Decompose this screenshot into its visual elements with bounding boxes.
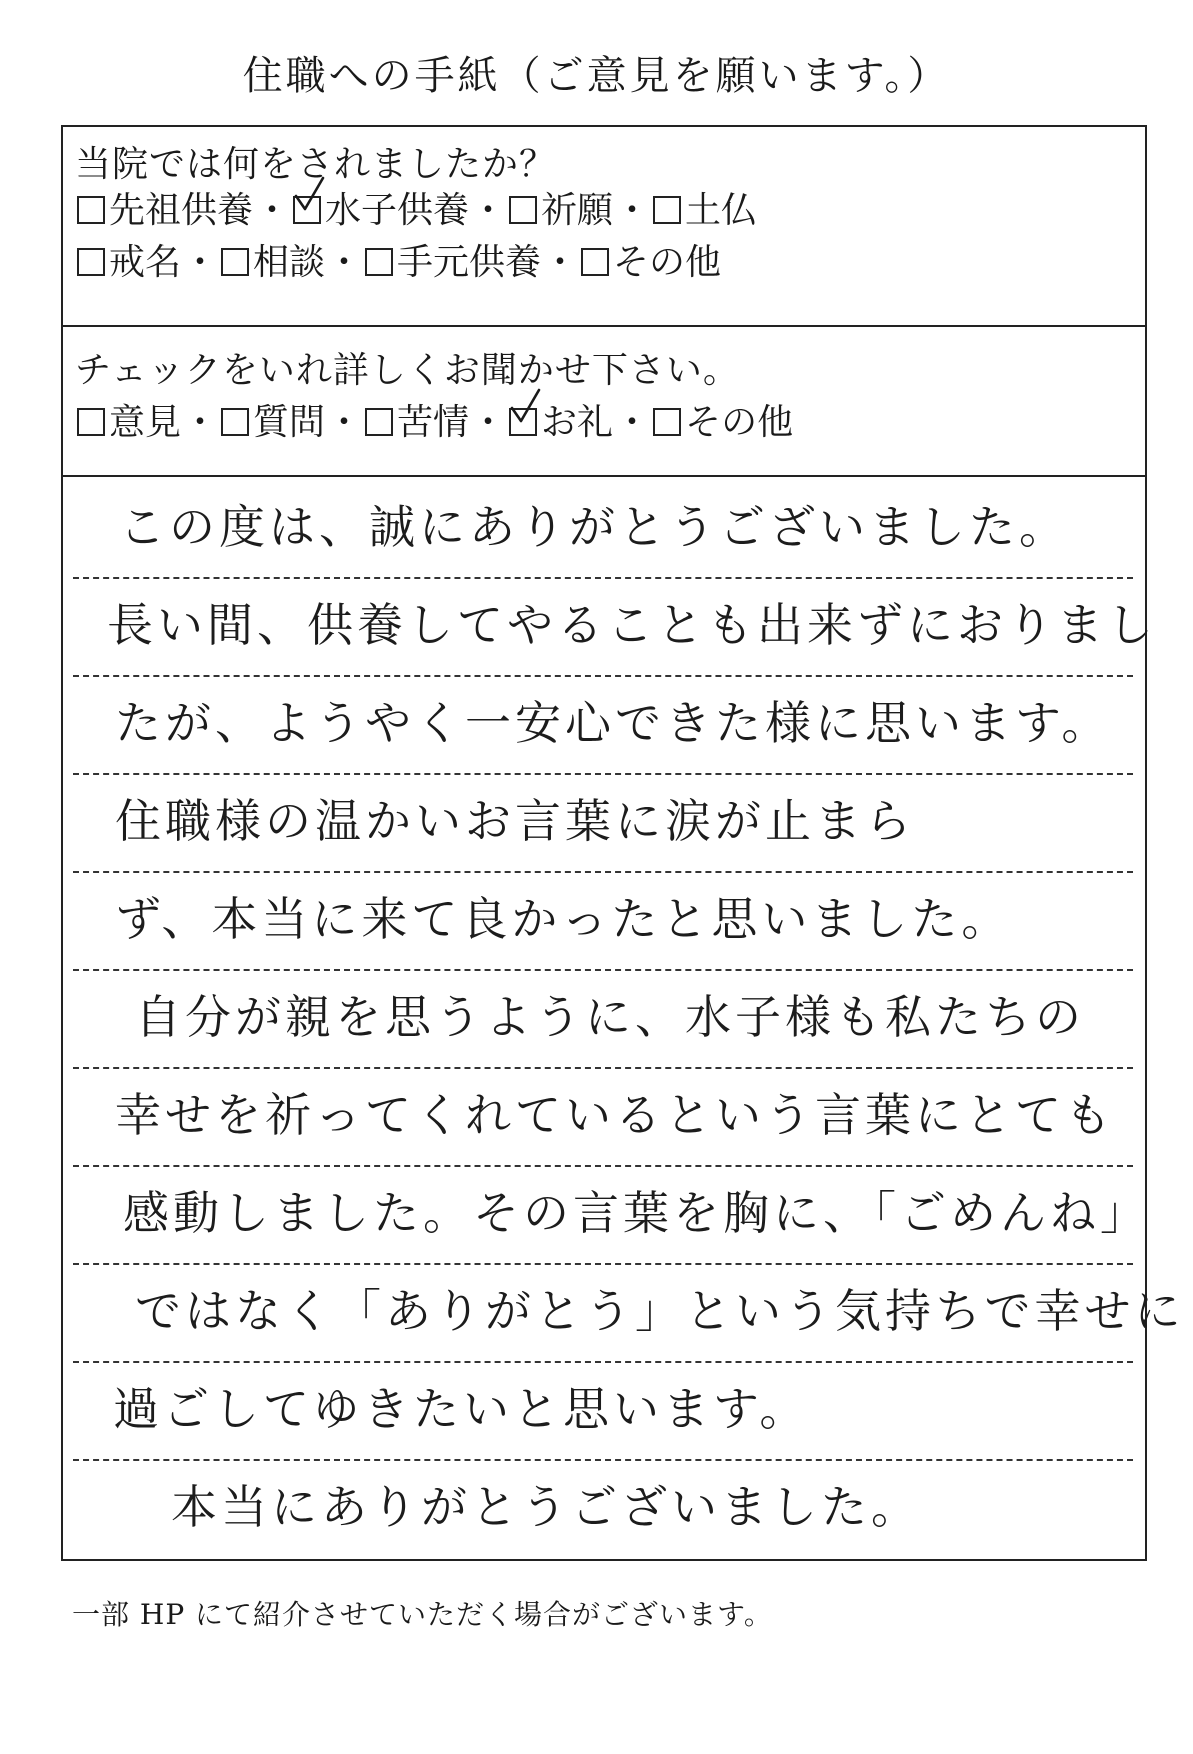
- service-label-prayer: 祈願: [541, 190, 614, 231]
- services-row-2: [75, 239, 721, 287]
- service-checkbox-clay-buddha[interactable]: [653, 196, 681, 224]
- option-separator: ・: [542, 242, 579, 283]
- service-option-home-memorial[interactable]: [363, 239, 541, 287]
- service-option-other[interactable]: [579, 239, 721, 287]
- service-label-consultation: 相談: [253, 242, 326, 283]
- service-checkbox-posthumous-name[interactable]: [77, 248, 105, 276]
- service-option-consultation[interactable]: [219, 239, 325, 287]
- service-option-mizuko-memorial[interactable]: [291, 187, 469, 235]
- feedback-label-question: 質問: [253, 402, 326, 443]
- message-line: 住職様の温かいお言葉に涙が止まら: [115, 794, 915, 848]
- service-option-prayer[interactable]: [507, 187, 613, 235]
- feedback-option-other[interactable]: [651, 399, 793, 447]
- message-line: ず、本当に来て良かったと思いました。: [115, 892, 1012, 946]
- service-label-clay-buddha: 土仏: [685, 190, 758, 231]
- letter-form: [61, 125, 1185, 1561]
- feedback-label-opinion: 意見: [109, 402, 182, 443]
- feedback-checkbox-opinion[interactable]: [77, 408, 105, 436]
- service-label-mizuko-memorial: 水子供養: [325, 190, 470, 231]
- checkmark-icon: [293, 176, 329, 216]
- checkmark-icon: [509, 388, 545, 428]
- feedback-section: [63, 327, 1145, 477]
- message-line: 長い間、供養してやることも出来ずにおりまし: [107, 598, 1157, 652]
- message-line: 自分が親を思うように、水子様も私たちの: [135, 990, 1085, 1044]
- message-line: 過ごしてゆきたいと思います。: [113, 1382, 810, 1436]
- services-question: 当院では何をされましたか？: [75, 144, 557, 185]
- feedback-label-complaint: 苦情: [397, 402, 470, 443]
- feedback-label-other: その他: [685, 402, 794, 443]
- service-option-posthumous-name[interactable]: [75, 239, 181, 287]
- service-label-home-memorial: 手元供養: [397, 242, 542, 283]
- message-line: 本当にありがとうございました。: [171, 1480, 921, 1534]
- message-line: ではなく「ありがとう」という気持ちで幸せに: [135, 1284, 1185, 1338]
- feedback-checkbox-thanks[interactable]: [509, 408, 537, 436]
- feedback-option-complaint[interactable]: [363, 399, 469, 447]
- feedback-option-question[interactable]: [219, 399, 325, 447]
- service-label-posthumous-name: 戒名: [109, 242, 182, 283]
- service-checkbox-ancestor-memorial[interactable]: [77, 196, 105, 224]
- service-checkbox-other[interactable]: [581, 248, 609, 276]
- message-section: [63, 477, 1185, 1559]
- feedback-options-row: [75, 399, 793, 447]
- option-separator: ・: [614, 190, 651, 231]
- services-section: [63, 127, 1145, 327]
- service-checkbox-mizuko-memorial[interactable]: [293, 196, 321, 224]
- feedback-option-thanks[interactable]: [507, 399, 613, 447]
- message-line: 感動しました。その言葉を胸に、「ごめんね」: [123, 1186, 1150, 1240]
- feedback-option-opinion[interactable]: [75, 399, 181, 447]
- service-label-ancestor-memorial: 先祖供養: [109, 190, 254, 231]
- feedback-question: チェックをいれ詳しくお聞かせ下さい。: [75, 350, 740, 391]
- service-checkbox-prayer[interactable]: [509, 196, 537, 224]
- option-separator: ・: [614, 402, 651, 443]
- service-option-clay-buddha[interactable]: [651, 187, 757, 235]
- service-label-other: その他: [613, 242, 722, 283]
- service-checkbox-consultation[interactable]: [221, 248, 249, 276]
- message-line: 幸せを祈ってくれているという言葉にとても: [115, 1088, 1115, 1142]
- option-separator: ・: [326, 242, 363, 283]
- feedback-label-thanks: お礼: [541, 402, 614, 443]
- option-separator: ・: [254, 190, 291, 231]
- service-option-ancestor-memorial[interactable]: [75, 187, 253, 235]
- option-separator: ・: [182, 242, 219, 283]
- services-row-1: [75, 187, 757, 235]
- footer-note: 一部 HP にて紹介させていただく場合がございます。: [72, 1598, 773, 1631]
- message-line: たが、ようやく一安心できた様に思います。: [115, 696, 1112, 750]
- service-checkbox-home-memorial[interactable]: [365, 248, 393, 276]
- feedback-checkbox-other[interactable]: [653, 408, 681, 436]
- option-separator: ・: [182, 402, 219, 443]
- message-line: この度は、誠にありがとうございました。: [119, 500, 1069, 554]
- option-separator: ・: [326, 402, 363, 443]
- option-separator: ・: [470, 402, 507, 443]
- feedback-checkbox-complaint[interactable]: [365, 408, 393, 436]
- feedback-checkbox-question[interactable]: [221, 408, 249, 436]
- letter-title: 住職への手紙（ご意見を願います。）: [242, 53, 951, 99]
- option-separator: ・: [470, 190, 507, 231]
